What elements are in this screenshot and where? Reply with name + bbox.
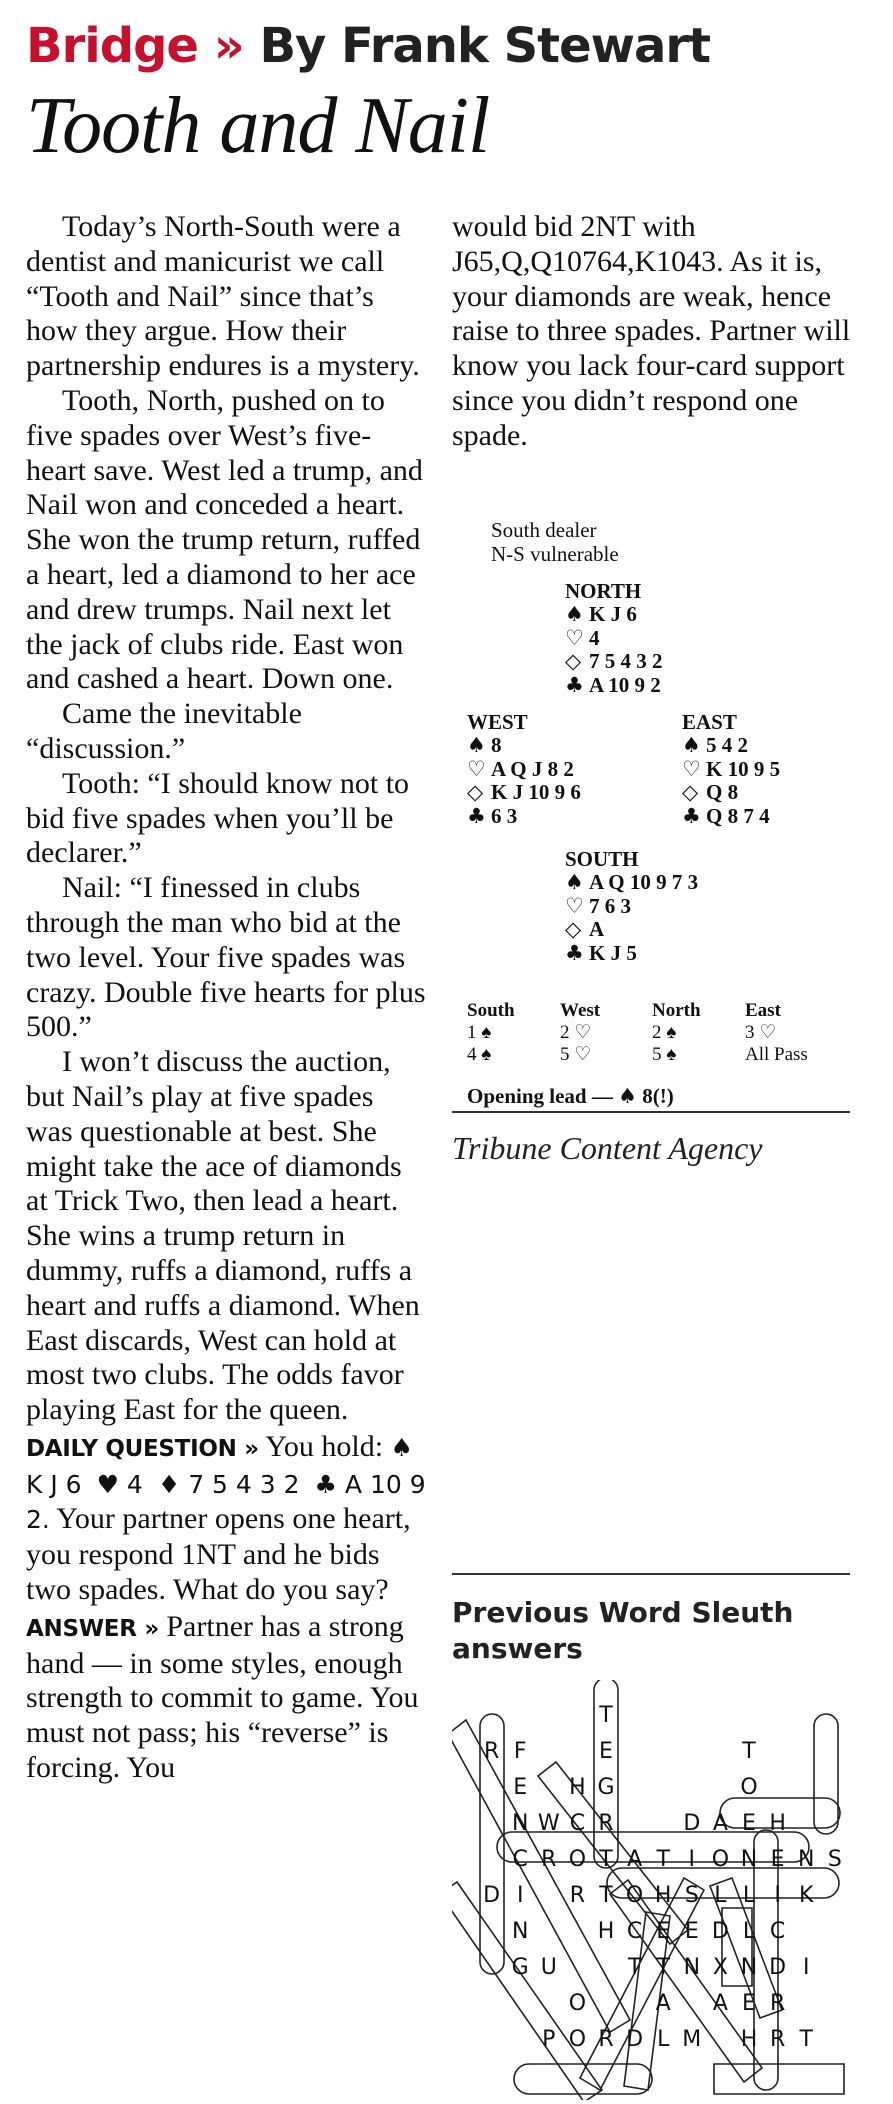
auction-header: West (560, 1000, 601, 1021)
heart-icon: ♡ (565, 893, 584, 918)
grid-letter: I (802, 1955, 810, 1980)
grid-letter: C (769, 1919, 786, 1944)
paragraph-2: Tooth, North, pushed on to five spades over West’s five-heart save. West led a trump, and Nail won and conceded a heart. She won the trump return, ruffed a heart, led a diamond to her ace and drew trumps. Nail next let the jack of clubs ride. East won and cashed a heart. Down one. (26, 383, 423, 696)
grid-letter: D (769, 1955, 787, 1980)
north-spades: K J 6 (589, 602, 637, 627)
paragraph-6: I won’t discuss the auction, but Nail’s play at five spades was questionable at best. She might take the ace of diamonds at Trick Two, then lead a heart. She wins a trump return in dummy, ruffs a diamond, ruffs a heart and ruffs a diamond. When East discards, West can hold at most two clubs. The odds favor playing East for the queen. (26, 1045, 420, 1427)
grid-letter: E (513, 1775, 528, 1800)
hand-south (565, 848, 698, 965)
club-icon: ♣ (565, 672, 584, 697)
grid-letter: G (597, 1775, 615, 1800)
opening-lead-card: 8(!) (642, 1084, 674, 1108)
grid-letter: F (513, 1739, 527, 1764)
diamond-icon: ◇ (565, 917, 582, 942)
daily-question-text: Your partner opens one heart, you respond 1NT and he bids two spades. What do you say? (26, 1502, 411, 1607)
club-icon: ♣ (467, 803, 486, 828)
grid-letter: O (625, 1883, 644, 1908)
dealer: South dealer (491, 518, 597, 542)
auction-bid: All Pass (745, 1044, 808, 1065)
auction-header: South (467, 1000, 515, 1021)
auction-bid: 2 ♡ (560, 1022, 592, 1043)
hand-east (682, 711, 780, 828)
hand-clubs: ♣ A 10 9 2. (26, 1469, 426, 1535)
hand-spades: ♠ K J 6 (26, 1432, 413, 1499)
grid-letter: E (684, 1919, 699, 1944)
grid-letter: E (656, 1919, 671, 1944)
answer-label: ANSWER » (26, 1615, 159, 1642)
grid-letter: N (740, 1955, 758, 1980)
opening-lead-label: Opening lead — (467, 1084, 613, 1108)
grid-letter: T (599, 1847, 613, 1872)
bridge-deal-diagram (452, 518, 852, 1118)
grid-letter: O (711, 1847, 730, 1872)
north-diamonds: 7 5 4 3 2 (589, 649, 663, 674)
spade-icon: ♠ (467, 733, 486, 758)
article-header (26, 14, 866, 172)
auction-bid: 4 ♠ (467, 1044, 492, 1065)
grid-letter: H (569, 1775, 586, 1800)
grid-letter: N (511, 1811, 529, 1836)
grid-letter: R (569, 1883, 586, 1908)
spade-icon: ♠ (682, 733, 701, 758)
grid-letter: A (712, 1991, 728, 2016)
grid-letter: R (598, 2027, 614, 2052)
hand-name: EAST (682, 710, 737, 734)
south-hearts: 7 6 3 (589, 893, 631, 918)
hand-name: WEST (467, 710, 528, 734)
paragraph-1: Today’s North-South were a dentist and manicurist we call “Tooth and Nail” since that’s how they argue. How their partnership endures is a mystery. (26, 210, 420, 383)
grid-letter: N (683, 1955, 701, 1980)
grid-letter: S (684, 1883, 699, 1908)
spade-icon: ♠ (565, 870, 584, 895)
word-sleuth-title: Previous Word Sleuth answers (452, 1596, 794, 1665)
hand-hearts: ♥ 4 (96, 1469, 143, 1499)
club-icon: ♣ (565, 940, 584, 965)
grid-letter: R (483, 1739, 500, 1764)
daily-question (26, 1430, 426, 1608)
east-diamonds: Q 8 (706, 780, 739, 805)
heart-icon: ♡ (682, 756, 701, 781)
grid-letter: I (688, 1847, 696, 1872)
auction-header: North (652, 1000, 701, 1021)
hand-west (467, 711, 581, 828)
spade-icon: ♠ (618, 1084, 637, 1108)
diamond-icon: ◇ (565, 649, 582, 674)
grid-letter: C (626, 1919, 643, 1944)
north-clubs: A 10 9 2 (589, 672, 661, 697)
auction-bid: 1 ♠ (467, 1022, 492, 1043)
grid-letter: L (742, 1919, 756, 1944)
auction-bid: 5 ♠ (652, 1044, 677, 1065)
word-sleuth-svg (452, 1680, 852, 2100)
grid-letter: O (568, 1847, 587, 1872)
grid-letter: X (712, 1955, 728, 1980)
west-hearts: A Q J 8 2 (491, 756, 574, 781)
vulnerability: N-S vulnerable (491, 542, 619, 566)
grid-letter: T (599, 1883, 613, 1908)
grid-letter: K (798, 1883, 814, 1908)
grid-letter: M (682, 2027, 702, 2052)
grid-letter: T (599, 1703, 613, 1728)
grid-letter: H (654, 1883, 672, 1908)
grid-letter: D (711, 1919, 729, 1944)
deal-info (491, 518, 619, 566)
article-column-right (452, 210, 872, 454)
spade-icon: ♠ (565, 602, 584, 627)
south-spades: A Q 10 9 7 3 (589, 870, 699, 895)
east-hearts: K 10 9 5 (706, 756, 781, 781)
credit-line: Tribune Content Agency (452, 1130, 763, 1166)
word-sleuth-grid (452, 1680, 852, 2100)
byline: By Frank Stewart (259, 18, 711, 74)
hand-name: SOUTH (565, 847, 639, 871)
section-label: Bridge (26, 18, 198, 74)
grid-letter: T (799, 2027, 813, 2052)
hand-diamonds: ♦ 7 5 4 3 2 (157, 1469, 300, 1499)
answer-text-right: would bid 2NT with J65,Q,Q10764,K1043. As it is, your diamonds are weak, hence raise to three spades. Partner will know you lack four-card support since you didn’t respond one spade. (452, 210, 851, 452)
grid-letter: T (627, 1955, 642, 1980)
grid-letter: N (740, 1847, 758, 1872)
grid-letter: D (626, 2027, 644, 2052)
grid-letter: W (537, 1811, 560, 1836)
grid-letter: A (712, 1811, 728, 1836)
answer (26, 1610, 426, 1786)
grid-letter: O (740, 1775, 758, 1800)
north-hearts: 4 (589, 625, 600, 650)
paragraph-4: Tooth: “I should know not to bid five spades when you’ll be declarer.” (26, 766, 410, 870)
heart-icon: ♡ (467, 756, 486, 781)
south-diamonds: A (589, 917, 605, 942)
grid-letter: I (774, 1883, 781, 1908)
heart-icon: ♡ (565, 625, 584, 650)
hand-name: NORTH (565, 579, 642, 603)
south-clubs: K J 5 (589, 940, 637, 965)
grid-letter: D (683, 1811, 701, 1836)
grid-letter: E (742, 1991, 756, 2016)
article-column-left (26, 210, 426, 1786)
answer-text-left: Partner has a strong hand — in some styles, enough strength to commit to game. You must not pass; his “reverse” is forcing. You (26, 1609, 419, 1785)
column-kicker (26, 14, 866, 78)
grid-letter: T (656, 1847, 670, 1872)
hand-north (565, 580, 663, 697)
divider (452, 1573, 850, 1575)
auction-bid: 5 ♡ (560, 1044, 592, 1065)
grid-letter: E (742, 1811, 756, 1836)
grid-letter: H (597, 1919, 615, 1944)
grid-letter: L (742, 1883, 756, 1908)
daily-question-label: DAILY QUESTION » (26, 1435, 259, 1462)
paragraph-3: Came the inevitable “discussion.” (26, 697, 302, 765)
east-clubs: Q 8 7 4 (706, 803, 770, 828)
grid-letter: N (511, 1919, 529, 1944)
grid-letter: D (483, 1883, 501, 1908)
paragraph-5: Nail: “I finessed in clubs through the man who bid at the two level. Your five spades was crazy. Double five hearts for plus 500.” (26, 871, 426, 1044)
grid-letter: E (599, 1739, 613, 1764)
auction-bid: 2 ♠ (652, 1022, 677, 1043)
grid-letter: C (512, 1847, 528, 1872)
opening-lead (467, 1084, 674, 1109)
club-icon: ♣ (682, 803, 701, 828)
grid-letter: L (657, 2027, 670, 2052)
divider (452, 1111, 850, 1113)
answer-loop (814, 1714, 838, 1834)
east-spades: 5 4 2 (706, 733, 748, 758)
west-clubs: 6 3 (491, 803, 518, 828)
grid-letter: E (770, 1847, 785, 1872)
auction-bid: 3 ♡ (745, 1022, 777, 1043)
daily-question-intro: You hold: (265, 1429, 384, 1463)
grid-letter: H (769, 1811, 786, 1836)
grid-letter: H (740, 2027, 758, 2052)
diamond-icon: ◇ (682, 780, 699, 805)
grid-letter: G (511, 1955, 529, 1980)
answer-loop (580, 1878, 704, 2090)
grid-letter: C (569, 1811, 586, 1836)
grid-letter: P (542, 2027, 556, 2052)
grid-letter: S (827, 1847, 842, 1872)
grid-letter: O (568, 2027, 587, 2052)
grid-letter: L (714, 1883, 727, 1908)
grid-letter: T (742, 1739, 756, 1764)
west-diamonds: K J 10 9 6 (491, 780, 581, 805)
grid-letter: R (541, 1847, 557, 1872)
grid-letter: U (540, 1955, 557, 1980)
grid-letter: R (598, 1811, 614, 1836)
headline: Tooth and Nail (26, 82, 490, 170)
grid-letter: A (655, 1991, 671, 2016)
grid-letter: R (769, 1991, 786, 2016)
grid-letter: N (797, 1847, 815, 1872)
grid-letter: O (568, 1991, 587, 2016)
grid-letter: I (516, 1883, 524, 1908)
section-separator: » (213, 18, 244, 74)
grid-letter: R (769, 2027, 786, 2052)
west-spades: 8 (491, 733, 502, 758)
diamond-icon: ◇ (467, 780, 484, 805)
grid-letter: A (627, 1847, 643, 1872)
grid-letter: T (656, 1955, 670, 1980)
auction-header: East (745, 1000, 781, 1021)
